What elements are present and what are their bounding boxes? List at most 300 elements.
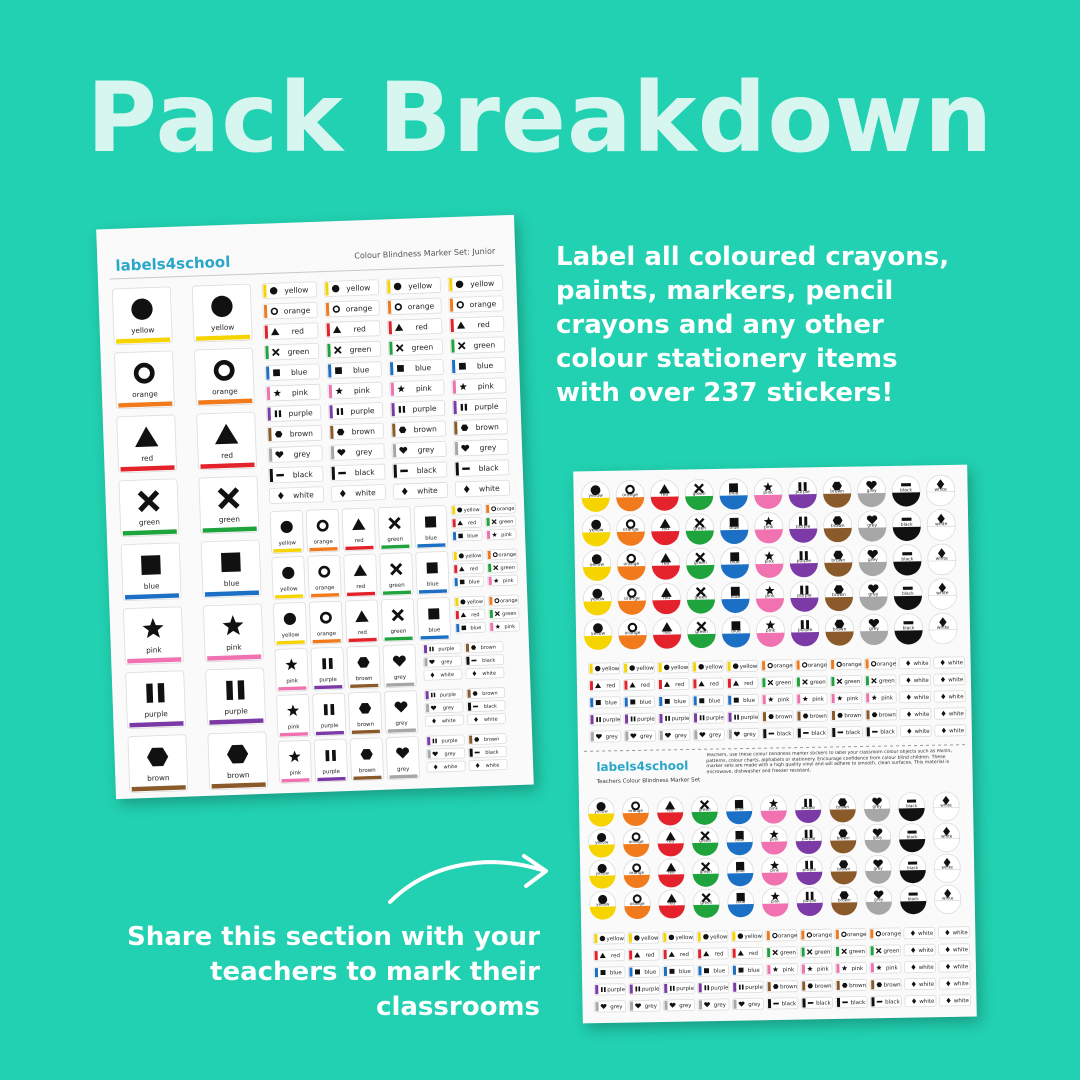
tiny-strip-sticker [589,697,620,709]
tiny-strip-sticker [623,679,654,691]
sticker-label: orange [777,933,798,940]
round-sticker [926,475,955,506]
round-sticker [727,857,753,886]
tiny-strip-sticker [762,711,793,723]
sticker-label: pink [289,770,302,777]
round-sticker [898,792,924,821]
sticker-label: orange [842,661,862,669]
dash-icon [471,660,476,662]
sticker-label: purple [224,706,248,717]
strip-sticker [388,318,442,335]
tiny-strip-sticker [697,965,728,977]
tiny-strip-sticker [865,658,897,670]
sticker-label: blue [468,579,480,586]
square-icon [596,700,601,705]
sticker-label: yellow [210,322,235,333]
sticker-label: white [948,677,964,684]
medium-sticker [384,691,417,734]
sticker-label: grey [442,705,455,712]
round-sticker [865,886,891,915]
round-sticker [829,794,855,823]
tiny-strip-sticker [624,696,655,708]
strip-sticker [326,321,380,338]
strip-sticker [269,487,323,504]
sticker-label: black [776,731,792,738]
tiny-strip-sticker [628,949,659,961]
tiny-strip-sticker [623,662,654,674]
sticker-label: purple [607,987,626,994]
sticker-label: red [357,629,368,637]
sticker-label: red [660,492,669,498]
dash-icon [877,1001,883,1003]
sticker-label: brown [830,489,845,495]
medium-sticker [378,507,411,550]
sticker-label: black [901,591,914,597]
square-icon [630,699,635,704]
square-icon [699,698,704,703]
round-sticker [927,509,956,540]
square-icon [600,970,605,975]
square-icon [273,369,280,376]
sticker-label: orange [773,663,793,670]
sticker-label: blue [425,535,438,542]
sticker-label: brown [814,983,832,990]
sticker-label: yellow [278,540,297,547]
tiny-strip-sticker [658,678,689,690]
square-icon [335,367,342,374]
sticker-label: green [500,564,516,572]
sticker-label: white [948,711,964,718]
tiny-strip-sticker [934,691,965,703]
round-sticker [761,857,787,886]
sticker-label: orange [211,386,238,397]
small-strip-sticker [469,759,507,770]
round-sticker [928,578,957,609]
sticker-label: green [883,948,900,955]
sticker-label: purple [797,593,812,599]
medium-sticker [270,510,303,553]
sticker-label: orange [313,539,333,546]
sticker-label: green [218,514,241,525]
round-sticker [583,584,612,615]
sticker-label: yellow [675,934,694,942]
sticker-label: white [293,490,314,500]
sticker-label: grey [868,626,880,633]
sticker-label: grey [867,523,878,529]
tiny-strip-sticker [904,961,935,973]
sticker-label: grey [393,674,407,681]
sticker-label: grey [644,1003,658,1010]
sticker-label: yellow [594,808,608,814]
tiny-strip-sticker [594,1001,625,1013]
small-strip-sticker [465,642,503,653]
round-sticker [686,548,715,579]
tiny-strip-sticker [728,728,759,740]
sticker-label: white [918,964,934,972]
sticker-label: grey [867,557,878,564]
small-strip-sticker [427,761,465,772]
round-sticker [622,797,648,826]
strip-sticker [264,343,318,360]
round-sticker [685,514,714,545]
sticker-label: brown [780,984,798,991]
sticker-label: grey [674,733,687,740]
sticker-label: black [850,999,866,1007]
tiny-strip-sticker [663,982,694,994]
sticker-label: pink [764,559,775,565]
sticker-label: white [940,833,953,839]
page-title: Pack Breakdown [86,62,994,174]
tiny-strip-sticker [801,963,832,975]
sticker-label: orange [628,807,644,814]
sticker-label: white [913,677,929,685]
sticker-label: black [902,626,915,632]
round-sticker [756,616,785,647]
medium-sticker [417,597,450,640]
round-sticker [590,891,616,920]
medium-sticker [273,602,306,645]
tiny-strip-sticker [767,998,798,1010]
sticker-label: black [901,557,914,563]
sticker-label: black [485,749,499,757]
round-sticker [650,480,679,511]
strip-sticker [455,480,509,497]
strip-sticker [454,439,508,456]
tiny-strip-sticker [830,658,862,670]
tiny-strip-sticker [939,995,970,1007]
sticker-label: green [775,680,792,687]
round-sticker [830,825,856,854]
sticker-label: red [471,612,480,619]
round-sticker [722,616,751,647]
sticker-label: green [693,560,707,567]
sticker-label: blue [605,700,618,707]
sticker-label: grey [748,1001,761,1008]
round-sticker [795,825,821,854]
large-sticker [203,604,263,662]
medium-sticker [350,738,383,781]
medium-sticker [314,739,347,782]
tiny-strip-sticker [766,964,797,976]
round-sticker [657,797,683,826]
small-strip-sticker [487,549,517,560]
medium-sticker [309,601,342,644]
tiny-strip-sticker [662,931,693,943]
sticker-label: blue [428,627,441,634]
sticker-label: green [694,595,708,601]
sticker-label: brown [482,690,498,698]
round-sticker [726,795,752,824]
sticker-label: red [662,595,671,602]
dash-icon [903,621,913,624]
small-strip-sticker [486,529,516,540]
round-sticker [791,615,820,646]
sticker-label: blue [708,698,721,705]
sticker-label: green [692,491,706,498]
tiny-strip-sticker [938,927,969,939]
round-sticker [658,859,684,888]
sticker-label: orange [496,505,515,513]
sticker-label: white [952,947,969,954]
tiny-strip-sticker [663,948,694,960]
sticker-label: green [693,526,707,532]
brand-logo: labels4school [596,758,689,775]
large-sticker [119,479,179,537]
sticker-label: white [918,981,935,989]
sticker-label: green [780,950,797,957]
round-sticker [894,579,923,610]
tiny-strip-sticker [658,712,689,724]
small-strip-sticker [425,702,463,713]
tiny-strip-sticker [629,983,660,995]
strip-sticker [267,425,321,442]
strip-sticker [448,275,502,292]
round-sticker [659,890,685,919]
tiny-strip-sticker [693,712,724,724]
small-strip-sticker [487,562,517,573]
round-sticker [754,512,783,543]
round-sticker [825,615,854,646]
dash-icon [808,1002,814,1004]
large-sticker [126,671,186,729]
sticker-label: yellow [739,663,758,671]
sticker-label: pink [291,387,309,398]
sticker-label: black [880,729,896,736]
tiny-strip-sticker [658,695,689,707]
small-strip-sticker [466,687,504,698]
sticker-label: yellow [470,278,495,289]
round-sticker [825,580,854,611]
medium-sticker [311,647,344,690]
sticker-label: purple [802,866,816,873]
sticker-label: white [914,728,930,736]
small-strip-sticker [467,713,505,724]
round-sticker [823,511,852,542]
sticker-label: pink [765,594,775,600]
small-strip-sticker [468,733,506,744]
small-strip-sticker [454,596,484,607]
sticker-label: red [663,630,671,636]
round-sticker [900,885,926,914]
round-sticker [692,827,718,856]
tiny-strip-sticker [831,692,862,704]
round-sticker [796,856,822,885]
sticker-label: black [885,999,900,1006]
tiny-strip-sticker [934,657,965,669]
sticker-label: grey [872,803,882,809]
sticker-label: purple [740,714,759,722]
sticker-label: white [443,763,458,771]
sticker-label: purple [144,709,168,719]
sticker-label: brown [226,770,250,781]
round-sticker [892,510,921,541]
tiny-strip-sticker [836,996,867,1008]
square-icon [141,555,161,575]
tiny-strip-sticker [801,980,832,992]
tiny-strip-sticker [692,678,723,690]
section-description [706,749,963,791]
sticker-label: yellow [466,599,484,606]
tiny-strip-sticker [831,726,862,738]
round-sticker [864,824,890,853]
large-sticker [199,476,259,534]
round-sticker [691,796,717,825]
round-sticker [790,546,819,577]
sticker-label: pink [881,695,893,702]
round-sticker [933,792,959,821]
sticker-label: pink [763,525,774,531]
round-sticker [588,798,614,827]
sticker-label: white [941,895,954,901]
tiny-strip-sticker [594,984,625,996]
sticker-label: brown [357,721,375,729]
sticker-label: blue [414,363,432,373]
square-icon [425,516,436,527]
sticker-label: brown [837,866,851,872]
strip-sticker [449,296,503,313]
sticker-label: white [919,998,935,1005]
sticker-label: blue [467,533,479,540]
sticker-label: orange [499,597,518,605]
round-sticker [899,823,925,852]
tiny-strip-sticker [697,948,728,960]
dash-icon [838,731,844,733]
round-sticker [894,613,923,644]
sticker-label: purple [322,768,341,776]
round-sticker [831,887,857,916]
strip-sticker [393,462,447,479]
sticker-label: orange [316,630,337,638]
sticker-label: red [668,900,676,906]
sticker-label: white [914,711,930,719]
sticker-label: yellow [281,632,300,639]
tiny-strip-sticker [761,677,792,689]
tiny-strip-sticker [727,660,758,672]
strip-sticker [327,362,381,379]
sticker-label: purple [474,401,499,412]
tiny-strip-sticker [697,931,728,943]
tiny-strip-sticker [939,978,970,990]
round-sticker [623,859,649,888]
sticker-label: red [353,324,367,334]
tiny-strip-sticker [801,946,832,958]
sticker-label: orange [498,551,517,559]
teacher-sheet-graphic [573,465,977,1024]
tiny-strip-sticker [904,927,935,939]
sticker-label: white [953,964,969,971]
strip-sticker [393,482,447,499]
large-sticker [208,732,268,790]
sticker-label: red [221,450,234,461]
sticker-label: black [416,465,437,476]
sticker-label: purple [796,524,811,530]
sticker-label: brown [849,982,867,990]
sticker-label: white [441,718,456,725]
strip-sticker [324,280,378,297]
round-sticker [899,854,925,883]
round-sticker [687,583,716,614]
round-sticker [616,480,645,511]
tiny-strip-sticker [593,933,624,945]
dash-icon [872,731,878,733]
round-sticker [692,858,718,887]
round-sticker [720,513,749,544]
sticker-label: brown [844,712,862,720]
sticker-label: red [744,680,754,688]
strip-sticker [269,466,323,483]
sticker-label: orange [812,932,832,939]
sticker-label: white [949,728,965,735]
strip-sticker [392,441,446,458]
sticker-label: red [354,537,364,545]
strip-sticker [455,460,509,477]
small-strip-sticker [423,656,461,667]
tiny-strip-sticker [692,661,723,673]
sticker-label: pink [782,967,795,974]
sticker-label: blue [735,837,745,843]
square-icon [669,969,674,974]
dash-icon [338,472,346,475]
round-sticker [618,618,647,649]
sticker-label: green [878,678,895,685]
tiny-strip-sticker [624,730,655,742]
sticker-label: black [483,703,498,711]
medium-sticker [277,694,310,737]
round-sticker [789,512,818,543]
round-sticker [795,794,821,823]
sticker-label: orange [623,562,640,568]
sticker-label: blue [678,968,691,976]
dash-icon [842,1001,848,1003]
sticker-label: purple [710,985,729,992]
round-sticker [762,888,788,917]
sticker-label: yellow [640,935,659,942]
sticker-label: grey [640,733,653,740]
sticker-label: brown [146,773,170,783]
sticker-label: purple [795,490,810,496]
sticker-label: pink [287,724,300,731]
sticker-label: red [675,682,685,689]
round-sticker [797,887,823,916]
sticker-label: red [477,319,490,330]
medium-sticker [416,551,449,594]
small-strip-sticker [485,503,515,514]
sticker-label: black [478,463,499,473]
sticker-label: brown [831,592,846,599]
round-sticker [830,856,856,885]
tiny-strip-sticker [732,998,763,1010]
sticker-label: red [709,681,719,688]
tiny-strip-sticker [835,928,867,940]
round-sticker [857,476,886,507]
tiny-strip-sticker [830,675,861,687]
small-strip-sticker [453,550,483,561]
tiny-strip-sticker [865,692,896,704]
large-sticker [192,284,252,342]
large-sticker [117,415,177,473]
sticker-label: green [388,582,405,590]
sticker-label: white [918,947,934,955]
sticker-label: green [349,344,372,355]
strip-sticker [331,464,385,481]
round-sticker [893,544,922,575]
round-sticker [623,828,649,857]
sticker-label: white [913,694,930,702]
round-sticker [652,549,681,580]
tiny-strip-sticker [628,966,659,978]
sticker-label: grey [868,592,879,598]
sticker-label: brown [355,675,373,683]
